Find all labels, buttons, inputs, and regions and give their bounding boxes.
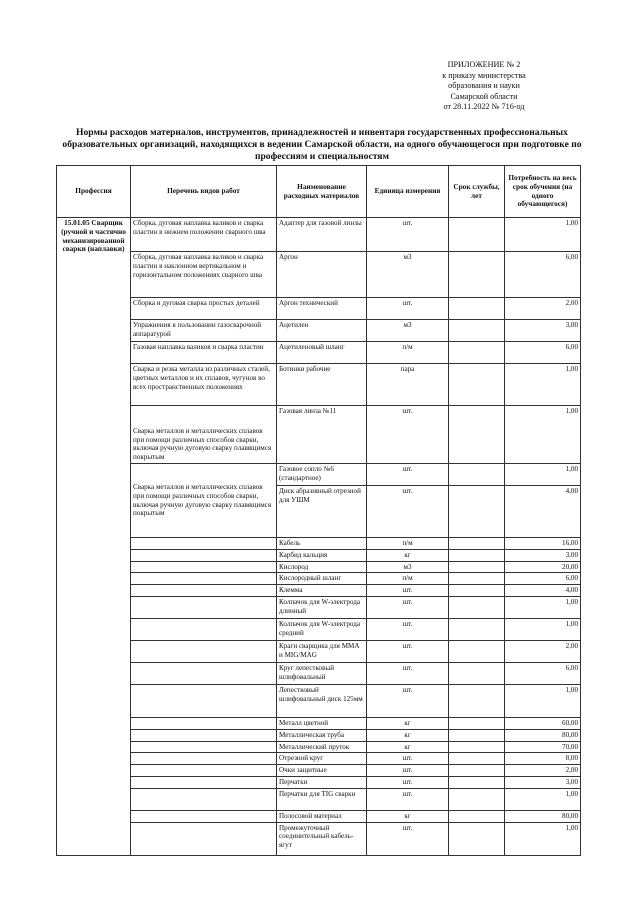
work-cell xyxy=(131,753,277,765)
term-cell xyxy=(449,729,505,741)
work-cell: Сварка металлов и металлических сплавов при помощи различных способов сварки, включая ручную дуговую сварку плавящимся покрытым xyxy=(131,464,277,538)
work-cell xyxy=(131,810,277,822)
material-cell: Перчатки для TIG сварки xyxy=(277,788,367,810)
header-material: Наименование расходных материалов xyxy=(277,166,367,218)
unit-cell: шт. xyxy=(367,776,449,788)
unit-cell: м3 xyxy=(367,561,449,573)
work-cell xyxy=(131,729,277,741)
need-cell: 1,00 xyxy=(505,618,581,640)
unit-cell: шт. xyxy=(367,684,449,717)
term-cell xyxy=(449,640,505,662)
work-cell: Сборка, дуговая наплавка валиков и сварка пластин в нижнем положении сварного шва xyxy=(131,218,277,252)
table-header-row xyxy=(57,166,581,218)
material-cell: Отрезной круг xyxy=(277,753,367,765)
need-cell: 4,00 xyxy=(505,486,581,538)
header-unit: Единица измерения xyxy=(367,166,449,218)
term-cell xyxy=(449,406,505,464)
work-cell xyxy=(131,765,277,777)
material-cell: Краги сварщика для MMA и MIG/MAG xyxy=(277,640,367,662)
material-cell: Газовое сопло №6 (стандартное) xyxy=(277,464,367,486)
term-cell xyxy=(449,596,505,618)
term-cell xyxy=(449,788,505,810)
table-row xyxy=(57,810,581,822)
norms-table xyxy=(56,165,581,856)
unit-cell: шт. xyxy=(367,298,449,320)
term-cell xyxy=(449,662,505,684)
work-cell: Упражнения в пользовании газосварочной аппаратурой xyxy=(131,320,277,342)
table-row xyxy=(57,561,581,573)
term-cell xyxy=(449,342,505,364)
need-cell: 1,00 xyxy=(505,596,581,618)
unit-cell: п/м xyxy=(367,342,449,364)
unit-cell: м3 xyxy=(367,252,449,298)
need-cell: 60,00 xyxy=(505,717,581,729)
term-cell xyxy=(449,684,505,717)
material-cell: Кислородный шланг xyxy=(277,573,367,585)
work-cell xyxy=(131,776,277,788)
work-cell: Сборка, дуговая наплавка валиков и сварка пластин в наклонном вертикальном и горизонтальном положениях сварного шва xyxy=(131,252,277,298)
term-cell xyxy=(449,464,505,486)
term-cell xyxy=(449,573,505,585)
term-cell xyxy=(449,298,505,320)
table-row xyxy=(57,464,581,486)
need-cell: 6,00 xyxy=(505,252,581,298)
work-cell: Сборка и дуговая сварка простых деталей xyxy=(131,298,277,320)
need-cell: 70,00 xyxy=(505,741,581,753)
term-cell xyxy=(449,486,505,538)
need-cell: 1,00 xyxy=(505,364,581,406)
material-cell: Ацетилен xyxy=(277,320,367,342)
term-cell xyxy=(449,618,505,640)
need-cell: 2,00 xyxy=(505,765,581,777)
material-cell: Аргон технический xyxy=(277,298,367,320)
table-row xyxy=(57,776,581,788)
work-cell xyxy=(131,618,277,640)
table-row xyxy=(57,684,581,717)
unit-cell: шт. xyxy=(367,585,449,597)
table-row xyxy=(57,741,581,753)
unit-cell: шт. xyxy=(367,406,449,464)
table-row xyxy=(57,788,581,810)
need-cell: 6,00 xyxy=(505,342,581,364)
unit-cell: шт. xyxy=(367,822,449,855)
work-cell xyxy=(131,596,277,618)
unit-cell: м3 xyxy=(367,320,449,342)
appendix-line: к приказу министерства xyxy=(442,70,526,80)
work-cell xyxy=(131,684,277,717)
table-row xyxy=(57,662,581,684)
need-cell: 2,00 xyxy=(505,298,581,320)
need-cell: 80,00 xyxy=(505,810,581,822)
unit-cell: шт. xyxy=(367,662,449,684)
term-cell xyxy=(449,585,505,597)
unit-cell: п/м xyxy=(367,538,449,550)
need-cell: 3,00 xyxy=(505,320,581,342)
unit-cell: п/м xyxy=(367,573,449,585)
unit-cell: шт. xyxy=(367,788,449,810)
table-row xyxy=(57,538,581,550)
work-cell: Сварка и резка металла из различных сталей, цветных металлов и их сплавов, чугунов во всех пространственных положениях xyxy=(131,364,277,406)
material-cell: Диск абразивный отрезной для УШМ xyxy=(277,486,367,538)
table-row xyxy=(57,618,581,640)
need-cell: 1,00 xyxy=(505,218,581,252)
need-cell: 3,00 xyxy=(505,549,581,561)
table-row xyxy=(57,342,581,364)
material-cell: Лепестковый шлифовальный диск 125мм xyxy=(277,684,367,717)
work-cell: Газовая наплавка валиков и сварка пластин xyxy=(131,342,277,364)
table-row xyxy=(57,252,581,298)
work-cell xyxy=(131,741,277,753)
term-cell xyxy=(449,717,505,729)
material-cell: Колпачок для W-электрода средний xyxy=(277,618,367,640)
appendix-line: ПРИЛОЖЕНИЕ № 2 xyxy=(447,60,521,69)
material-cell: Карбид кальция xyxy=(277,549,367,561)
term-cell xyxy=(449,822,505,855)
header-term: Срок службы, лет xyxy=(449,166,505,218)
work-cell xyxy=(131,549,277,561)
unit-cell: шт. xyxy=(367,218,449,252)
appendix-line: образования и науки xyxy=(448,81,520,91)
unit-cell: кг xyxy=(367,729,449,741)
table-row xyxy=(57,320,581,342)
table-row xyxy=(57,549,581,561)
unit-cell: кг xyxy=(367,549,449,561)
work-cell xyxy=(131,640,277,662)
material-cell: Ботинки рабочие xyxy=(277,364,367,406)
need-cell: 6,00 xyxy=(505,573,581,585)
need-cell: 20,00 xyxy=(505,561,581,573)
work-cell xyxy=(131,585,277,597)
unit-cell: кг xyxy=(367,717,449,729)
work-cell: Сварка металлов и металлических сплавов при помощи различных способов сварки, включая ручную дуговую сварку плавящимся покрытым xyxy=(131,406,277,464)
table-row xyxy=(57,573,581,585)
need-cell: 4,00 xyxy=(505,585,581,597)
material-cell: Перчатки xyxy=(277,776,367,788)
term-cell xyxy=(449,561,505,573)
material-cell: Клемма xyxy=(277,585,367,597)
material-cell: Колпачок для W-электрода длинный xyxy=(277,596,367,618)
unit-cell: кг xyxy=(367,741,449,753)
need-cell: 1,00 xyxy=(505,464,581,486)
term-cell xyxy=(449,218,505,252)
material-cell: Круг лепестковый шлифовальный xyxy=(277,662,367,684)
unit-cell: шт. xyxy=(367,765,449,777)
unit-cell: шт. xyxy=(367,486,449,538)
table-row xyxy=(57,364,581,406)
work-cell xyxy=(131,717,277,729)
term-cell xyxy=(449,549,505,561)
profession-cell: 15.01.05 Сварщик (ручной и частично механизированной сварки (наплавки) xyxy=(57,218,131,856)
work-cell xyxy=(131,788,277,810)
material-cell: Газовая линза №11 xyxy=(277,406,367,464)
material-cell: Металлическая труба xyxy=(277,729,367,741)
appendix-header xyxy=(418,60,550,113)
material-cell: Ацетиленовый шланг xyxy=(277,342,367,364)
document-title: Нормы расходов материалов, инструментов, принадлежностей и инвентаря государственных профессиональных образовательных организаций, находящихся в ведении Самарской области, на одного обучающегося при подготовке по профессиям и специальностям xyxy=(62,127,582,163)
term-cell xyxy=(449,252,505,298)
need-cell: 1,00 xyxy=(505,788,581,810)
appendix-line: Самарской области xyxy=(450,91,518,101)
need-cell: 1,00 xyxy=(505,684,581,717)
term-cell xyxy=(449,753,505,765)
need-cell: 6,00 xyxy=(505,662,581,684)
need-cell: 8,00 xyxy=(505,753,581,765)
term-cell xyxy=(449,741,505,753)
material-cell: Полосовой материал xyxy=(277,810,367,822)
work-cell xyxy=(131,573,277,585)
table-row xyxy=(57,406,581,464)
need-cell: 2,00 xyxy=(505,640,581,662)
table-row xyxy=(57,753,581,765)
unit-cell: шт. xyxy=(367,618,449,640)
work-cell xyxy=(131,662,277,684)
term-cell xyxy=(449,364,505,406)
header-need: Потребность на весь срок обучения (на одного обучающегося) xyxy=(505,166,581,218)
work-cell xyxy=(131,538,277,550)
table-row xyxy=(57,640,581,662)
term-cell xyxy=(449,538,505,550)
header-profession: Профессия xyxy=(57,166,131,218)
need-cell: 16,00 xyxy=(505,538,581,550)
table-row xyxy=(57,596,581,618)
term-cell xyxy=(449,320,505,342)
unit-cell: шт. xyxy=(367,640,449,662)
work-cell xyxy=(131,822,277,855)
material-cell: Аргон xyxy=(277,252,367,298)
material-cell: Промежуточный соединительный кабель-ягут xyxy=(277,822,367,855)
work-cell xyxy=(131,561,277,573)
unit-cell: шт. xyxy=(367,464,449,486)
unit-cell: шт. xyxy=(367,753,449,765)
term-cell xyxy=(449,765,505,777)
material-cell: Очки защитные xyxy=(277,765,367,777)
table-row xyxy=(57,585,581,597)
need-cell: 3,00 xyxy=(505,776,581,788)
table-row xyxy=(57,218,581,252)
unit-cell: кг xyxy=(367,810,449,822)
appendix-line: от 28.11.2022 № 716-од xyxy=(443,102,525,112)
term-cell xyxy=(449,776,505,788)
material-cell: Металл цветной xyxy=(277,717,367,729)
table-row xyxy=(57,765,581,777)
unit-cell: шт. xyxy=(367,596,449,618)
table-row xyxy=(57,717,581,729)
table-row xyxy=(57,822,581,855)
table-row xyxy=(57,729,581,741)
material-cell: Металлический пруток xyxy=(277,741,367,753)
material-cell: Кислород xyxy=(277,561,367,573)
table-row xyxy=(57,298,581,320)
term-cell xyxy=(449,810,505,822)
need-cell: 1,00 xyxy=(505,822,581,855)
need-cell: 1,00 xyxy=(505,406,581,464)
material-cell: Кабель xyxy=(277,538,367,550)
need-cell: 80,00 xyxy=(505,729,581,741)
header-works: Перечень видов работ xyxy=(131,166,277,218)
material-cell: Адаптер для газовой линзы xyxy=(277,218,367,252)
unit-cell: пара xyxy=(367,364,449,406)
